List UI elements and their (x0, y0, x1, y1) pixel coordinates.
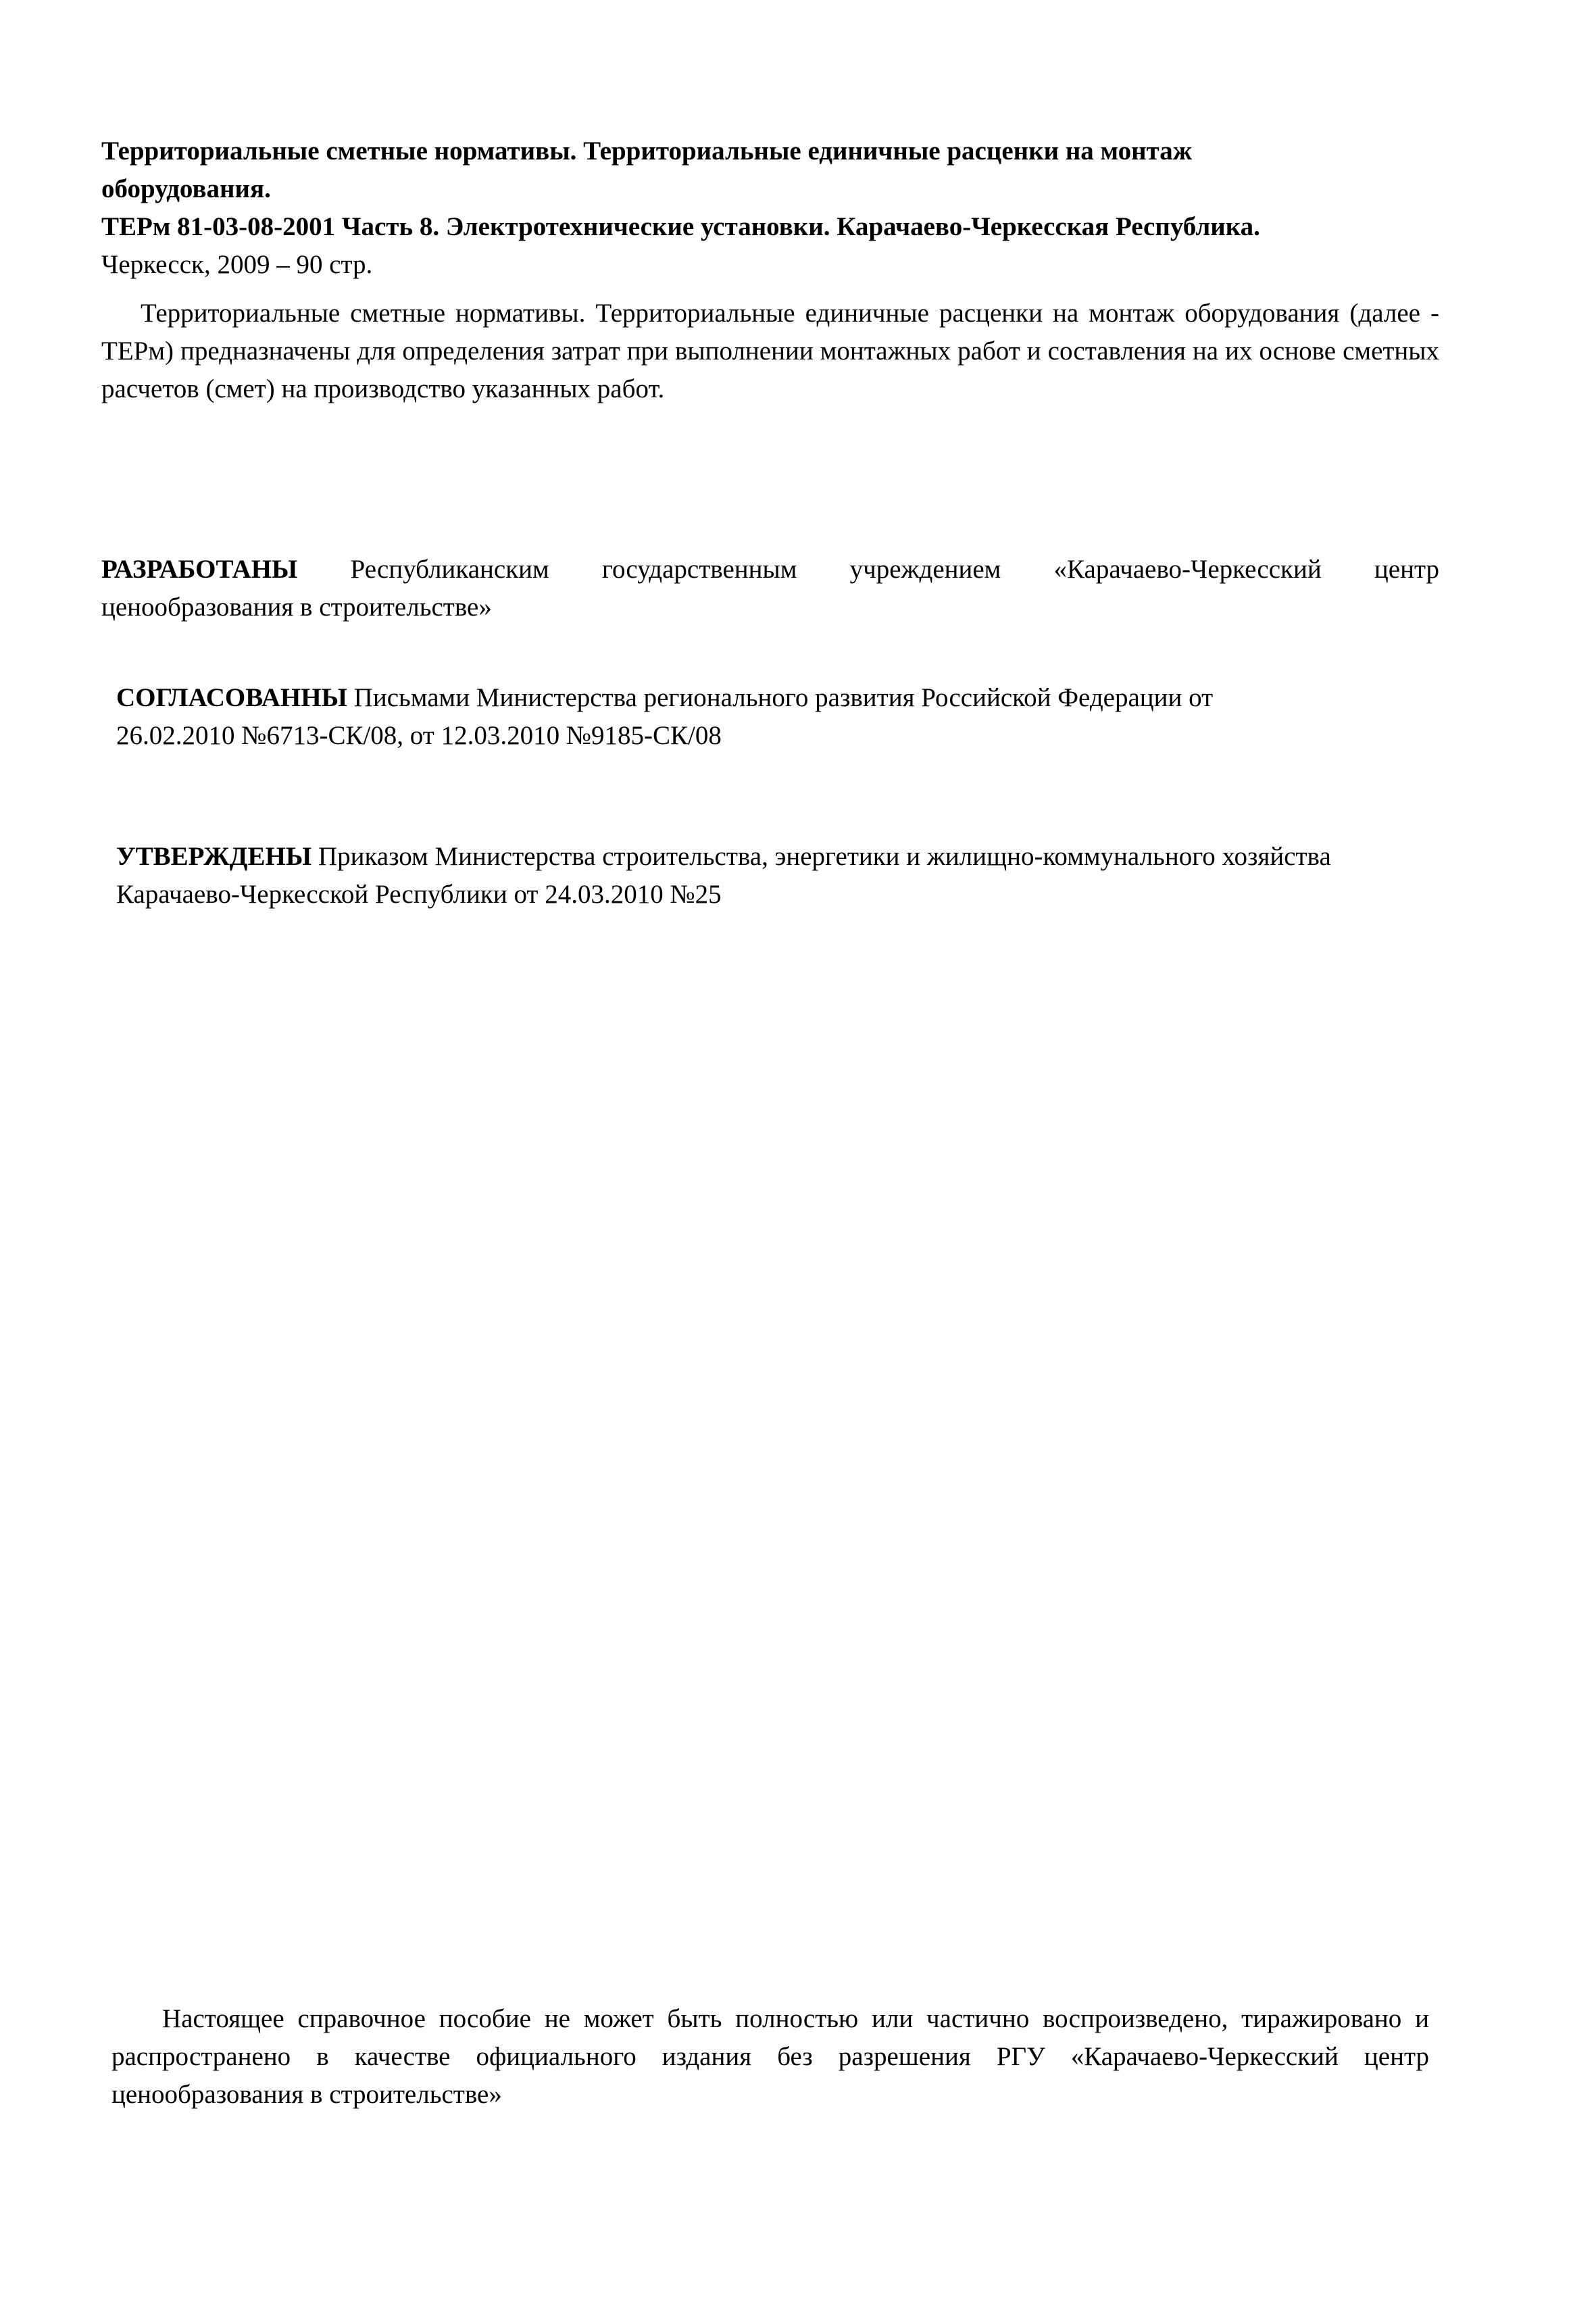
approved-text-2: Карачаево-Черкесской Республики от 24.03.2010 №25 (116, 880, 722, 909)
document-header (101, 132, 1453, 284)
copyright-notice: Настоящее справочное пособие не может быть полностью или частично воспроизведено, тиражировано и распространено в качестве официального издания без разрешения РГУ «Карачаево-Черкесский центр ценообразования в строительстве» (111, 2004, 1429, 2109)
header-title-line-1: Территориальные сметные нормативы. Территориальные единичные расценки на монтаж (101, 136, 1192, 166)
agreed-section (116, 679, 1454, 755)
approved-section (116, 838, 1454, 914)
agreed-label: СОГЛАСОВАННЫ (116, 683, 347, 712)
intro-paragraph: Территориальные сметные нормативы. Территориальные единичные расценки на монтаж оборудования (далее - ТЕРм) предназначены для определения затрат при выполнении монтажных работ и составления на их основе сметных расчетов (смет) на производство указанных работ. (101, 299, 1439, 403)
developed-section (101, 551, 1439, 626)
developed-text-1: Республиканским государственным учреждением «Карачаево-Черкесский центр (297, 555, 1439, 584)
developed-line-1 (101, 551, 1439, 589)
agreed-text-2: 26.02.2010 №6713-СК/08, от 12.03.2010 №9185-СК/08 (116, 721, 722, 750)
agreed-line-1 (116, 679, 1454, 717)
developed-text-2: ценообразования в строительстве» (101, 593, 492, 622)
approved-line-1 (116, 838, 1454, 876)
developed-label: РАЗРАБОТАНЫ (101, 555, 298, 584)
approved-text-1: Приказом Министерства строительства, энергетики и жилищно-коммунального хозяйства (311, 842, 1331, 871)
agreed-text-1: Письмами Министерства регионального развития Российской Федерации от (347, 683, 1214, 712)
header-title-line-2: оборудования. (101, 174, 271, 203)
approved-label: УТВЕРЖДЕНЫ (116, 842, 312, 871)
header-code-line: ТЕРм 81-03-08-2001 Часть 8. Электротехнические установки. Карачаево-Черкесская Республика. (101, 212, 1260, 241)
header-publication-info: Черкесск, 2009 – 90 стр. (101, 250, 373, 279)
